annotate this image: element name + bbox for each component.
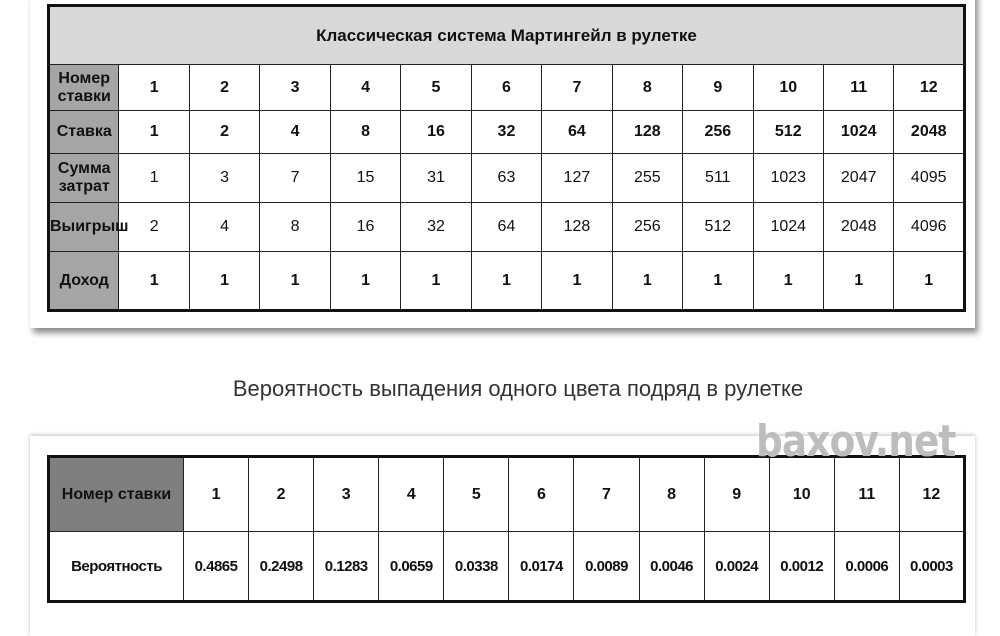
table-cell: 3 xyxy=(260,65,330,111)
table-cell: 511 xyxy=(683,154,753,203)
table-cell: 1 xyxy=(894,252,965,311)
table-cell: 0.2498 xyxy=(249,532,314,602)
table-cell: 128 xyxy=(612,111,682,154)
table-cell: 0.0012 xyxy=(769,532,834,602)
table-cell: 1 xyxy=(683,252,753,311)
table-cell: 0.0089 xyxy=(574,532,639,602)
table-cell: 512 xyxy=(683,203,753,252)
table-cell: 128 xyxy=(542,203,612,252)
table-row xyxy=(49,252,965,311)
probability-table xyxy=(47,455,966,603)
table-cell: 1 xyxy=(471,252,541,311)
table-cell: 8 xyxy=(612,65,682,111)
row-header: Вероятность xyxy=(49,532,184,602)
table-cell: 10 xyxy=(769,457,834,532)
table-cell: 1 xyxy=(330,252,400,311)
table-cell: 1024 xyxy=(823,111,893,154)
table-cell: 0.4865 xyxy=(184,532,249,602)
table-cell: 7 xyxy=(260,154,330,203)
table-cell: 2 xyxy=(189,111,259,154)
table-cell: 256 xyxy=(683,111,753,154)
table-cell: 512 xyxy=(753,111,823,154)
table-cell: 2047 xyxy=(823,154,893,203)
table-cell: 0.0024 xyxy=(704,532,769,602)
table-cell: 1 xyxy=(612,252,682,311)
martingale-title: Классическая система Мартингейл в рулетке xyxy=(49,6,965,65)
table-cell: 16 xyxy=(401,111,471,154)
table-cell: 1 xyxy=(542,252,612,311)
table-cell: 4095 xyxy=(894,154,965,203)
table-cell: 1 xyxy=(189,252,259,311)
table-cell: 1 xyxy=(823,252,893,311)
table-row xyxy=(49,203,965,252)
table-cell: 0.0338 xyxy=(444,532,509,602)
row-header: Сумма затрат xyxy=(49,154,119,203)
table-cell: 2 xyxy=(119,203,189,252)
row-header: Номер ставки xyxy=(49,65,119,111)
table-cell: 10 xyxy=(753,65,823,111)
table-cell: 9 xyxy=(704,457,769,532)
watermark-logo: baxov.net xyxy=(756,416,956,467)
table-cell: 63 xyxy=(471,154,541,203)
table-cell: 2048 xyxy=(823,203,893,252)
table-cell: 5 xyxy=(444,457,509,532)
table-cell: 255 xyxy=(612,154,682,203)
row-header: Доход xyxy=(49,252,119,311)
table-cell: 11 xyxy=(823,65,893,111)
table-cell: 31 xyxy=(401,154,471,203)
table-cell: 1 xyxy=(119,111,189,154)
row-header: Ставка xyxy=(49,111,119,154)
table-cell: 8 xyxy=(260,203,330,252)
table-cell: 4 xyxy=(189,203,259,252)
table-cell: 12 xyxy=(899,457,964,532)
table-cell: 2 xyxy=(249,457,314,532)
table-cell: 127 xyxy=(542,154,612,203)
table-cell: 32 xyxy=(401,203,471,252)
table-cell: 0.0003 xyxy=(899,532,964,602)
table-cell: 0.0174 xyxy=(509,532,574,602)
table-cell: 6 xyxy=(509,457,574,532)
table-cell: 0.0006 xyxy=(834,532,899,602)
table-cell: 12 xyxy=(894,65,965,111)
table-cell: 64 xyxy=(542,111,612,154)
table-cell: 3 xyxy=(314,457,379,532)
table-cell: 1 xyxy=(119,252,189,311)
table-row xyxy=(49,154,965,203)
table-cell: 8 xyxy=(330,111,400,154)
table-cell: 1023 xyxy=(753,154,823,203)
table-cell: 1 xyxy=(184,457,249,532)
table-row xyxy=(49,457,965,532)
table-cell: 0.1283 xyxy=(314,532,379,602)
table-cell: 1 xyxy=(119,154,189,203)
table-cell: 5 xyxy=(401,65,471,111)
table-cell: 2 xyxy=(189,65,259,111)
table-cell: 3 xyxy=(189,154,259,203)
table-cell: 4096 xyxy=(894,203,965,252)
table-cell: 16 xyxy=(330,203,400,252)
table-cell: 32 xyxy=(471,111,541,154)
table-cell: 1 xyxy=(401,252,471,311)
table-cell: 7 xyxy=(574,457,639,532)
table-cell: 15 xyxy=(330,154,400,203)
table-row xyxy=(49,532,965,602)
table-cell: 4 xyxy=(330,65,400,111)
table-cell: 1 xyxy=(119,65,189,111)
table-cell: 6 xyxy=(471,65,541,111)
table-cell: 11 xyxy=(834,457,899,532)
table-cell: 8 xyxy=(639,457,704,532)
table-cell: 1 xyxy=(260,252,330,311)
table-cell: 256 xyxy=(612,203,682,252)
row-header: Номер ставки xyxy=(49,457,184,532)
table-cell: 7 xyxy=(542,65,612,111)
probability-heading: Вероятность выпадения одного цвета подряд в рулетке xyxy=(232,376,804,401)
table-row xyxy=(49,65,965,111)
martingale-table xyxy=(47,4,966,312)
table-cell: 1 xyxy=(753,252,823,311)
row-header: Выигрыш xyxy=(49,203,119,252)
table-row xyxy=(49,111,965,154)
table-cell: 4 xyxy=(379,457,444,532)
table-cell: 1024 xyxy=(753,203,823,252)
table-cell: 2048 xyxy=(894,111,965,154)
table-cell: 4 xyxy=(260,111,330,154)
table-cell: 9 xyxy=(683,65,753,111)
table-cell: 0.0659 xyxy=(379,532,444,602)
table-cell: 64 xyxy=(471,203,541,252)
table-cell: 0.0046 xyxy=(639,532,704,602)
